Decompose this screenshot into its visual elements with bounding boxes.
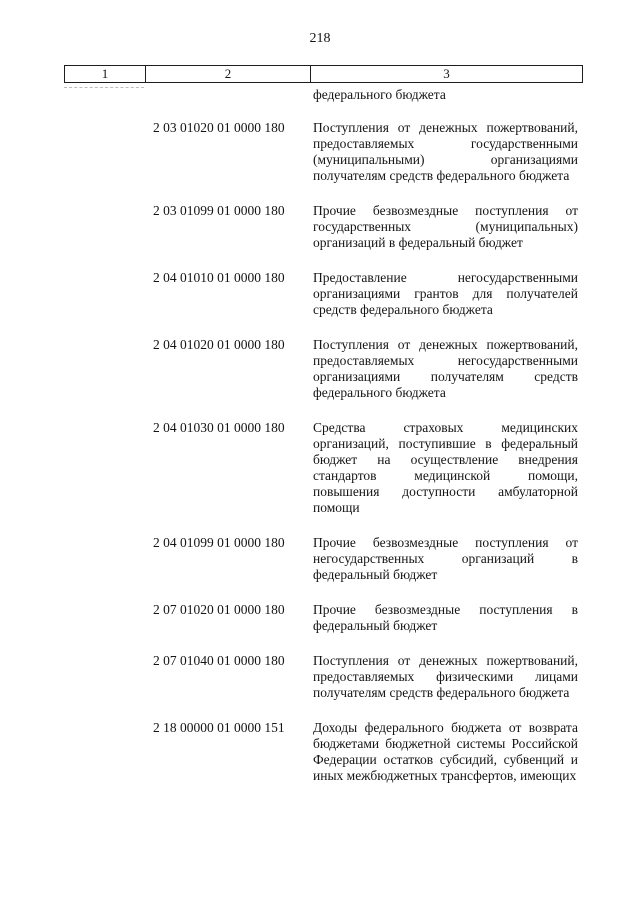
page-number: 218: [309, 31, 331, 46]
budget-code: 2 04 01030 01 0000 180: [153, 420, 285, 435]
classification-table: [0, 87, 640, 803]
column-header-1: 1: [65, 66, 146, 82]
budget-code: 2 04 01010 01 0000 180: [153, 270, 285, 285]
budget-code: 2 07 01020 01 0000 180: [153, 602, 285, 617]
income-description: Средства страховых медицинских организаций, поступившие в федеральный бюджет на осуществление внедрения стандартов медицинской помощи, повышения доступности амбулаторной помощи: [313, 420, 578, 515]
income-description: Поступления от денежных пожертвований, предоставляемых негосударственными организациями получателям средств федерального бюджета: [313, 337, 578, 400]
table-row: [0, 337, 640, 401]
income-description: Прочие безвозмездные поступления от негосударственных организаций в федеральный бюджет: [313, 535, 578, 582]
column-header-3: 3: [443, 66, 450, 81]
table-row: [0, 720, 640, 784]
income-description: Предоставление негосударственными организациями грантов для получателей средств федерального бюджета: [313, 270, 578, 317]
income-description: федерального бюджета: [313, 87, 446, 102]
income-description: Доходы федерального бюджета от возврата бюджетами бюджетной системы Российской Федерации остатков субсидий, субвенций и иных межбюджетных трансфертов, имеющих: [313, 720, 578, 783]
income-description: Прочие безвозмездные поступления в федеральный бюджет: [313, 602, 578, 633]
table-row: [0, 270, 640, 318]
income-description: Поступления от денежных пожертвований, предоставляемых физическими лицами получателям средств федерального бюджета: [313, 653, 578, 700]
budget-code: 2 18 00000 01 0000 151: [153, 720, 285, 735]
column-header-2: 2: [146, 66, 311, 82]
table-row: [0, 120, 640, 184]
budget-code: 2 04 01099 01 0000 180: [153, 535, 285, 550]
table-row: [0, 653, 640, 701]
budget-code: 2 07 01040 01 0000 180: [153, 653, 285, 668]
table-row: [0, 602, 640, 634]
budget-code: 2 04 01020 01 0000 180: [153, 337, 285, 352]
table-row: [0, 87, 640, 103]
budget-code: 2 03 01099 01 0000 180: [153, 203, 285, 218]
table-row: [0, 203, 640, 251]
income-description: Прочие безвозмездные поступления от государственных (муниципальных) организаций в федеральный бюджет: [313, 203, 578, 250]
table-row: [0, 535, 640, 583]
table-row: [0, 420, 640, 516]
column-header-row: [64, 65, 583, 83]
budget-code: 2 03 01020 01 0000 180: [153, 120, 285, 135]
income-description: Поступления от денежных пожертвований, предоставляемых государственными (муниципальными) организациями получателям средств федерального бюджета: [313, 120, 578, 183]
